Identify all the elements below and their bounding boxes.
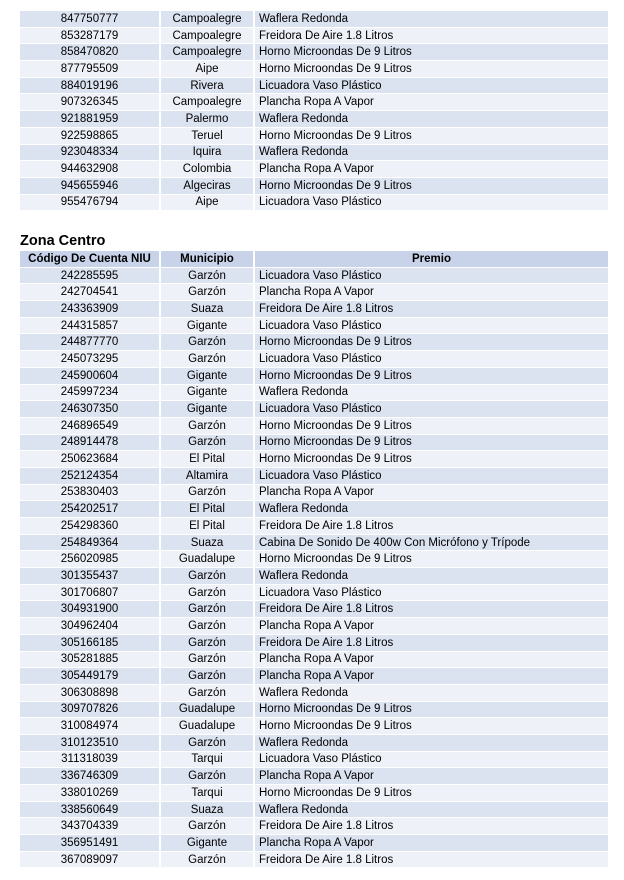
municipality-cell: Guadalupe <box>160 701 254 718</box>
municipality-cell: Campoalegre <box>160 11 254 27</box>
table-row <box>20 851 608 868</box>
account-code-cell: 254849364 <box>20 534 160 551</box>
prize-cell: Waflera Redonda <box>254 568 608 585</box>
table-row <box>20 27 608 44</box>
account-code-cell: 356951491 <box>20 835 160 852</box>
municipality-cell: Colombia <box>160 161 254 178</box>
municipality-cell: Garzón <box>160 618 254 635</box>
account-code-cell: 336746309 <box>20 768 160 785</box>
account-code-cell: 847750777 <box>20 11 160 27</box>
prize-cell: Licuadora Vaso Plástico <box>254 751 608 768</box>
account-code-cell: 254202517 <box>20 501 160 518</box>
municipality-cell: Garzón <box>160 284 254 301</box>
account-code-cell: 877795509 <box>20 61 160 78</box>
municipality-cell: Suaza <box>160 301 254 318</box>
prize-table-previous-zone <box>20 11 608 211</box>
account-code-cell: 310084974 <box>20 718 160 735</box>
municipality-cell: Guadalupe <box>160 551 254 568</box>
account-code-cell: 301706807 <box>20 584 160 601</box>
prize-cell: Waflera Redonda <box>254 501 608 518</box>
table-row <box>20 301 608 318</box>
prize-cell: Freidora De Aire 1.8 Litros <box>254 601 608 618</box>
prize-cell: Freidora De Aire 1.8 Litros <box>254 301 608 318</box>
table-row <box>20 751 608 768</box>
zone-title: Zona Centro <box>20 233 106 249</box>
table-row <box>20 534 608 551</box>
account-code-cell: 305449179 <box>20 668 160 685</box>
table-row <box>20 668 608 685</box>
table-row <box>20 701 608 718</box>
table-row <box>20 77 608 94</box>
municipality-cell: Altamira <box>160 467 254 484</box>
table-row <box>20 467 608 484</box>
prize-cell: Licuadora Vaso Plástico <box>254 267 608 284</box>
prize-cell: Waflera Redonda <box>254 111 608 128</box>
account-code-cell: 245997234 <box>20 384 160 401</box>
municipality-cell: Garzón <box>160 601 254 618</box>
municipality-cell: Gigante <box>160 367 254 384</box>
table-row <box>20 367 608 384</box>
municipality-cell: Guadalupe <box>160 718 254 735</box>
account-code-cell: 301355437 <box>20 568 160 585</box>
table-row <box>20 44 608 61</box>
table-row <box>20 144 608 161</box>
account-code-cell: 243363909 <box>20 301 160 318</box>
prize-cell: Freidora De Aire 1.8 Litros <box>254 818 608 835</box>
municipality-cell: Garzón <box>160 267 254 284</box>
account-code-cell: 306308898 <box>20 684 160 701</box>
account-code-cell: 244315857 <box>20 317 160 334</box>
prize-cell: Horno Microondas De 9 Litros <box>254 417 608 434</box>
account-code-cell: 343704339 <box>20 818 160 835</box>
municipality-cell: El Pital <box>160 518 254 535</box>
table-row <box>20 61 608 78</box>
table-row <box>20 835 608 852</box>
table-row <box>20 161 608 178</box>
table-row <box>20 194 608 211</box>
account-code-cell: 367089097 <box>20 851 160 868</box>
table-row <box>20 501 608 518</box>
table-row <box>20 718 608 735</box>
table-row <box>20 634 608 651</box>
account-code-cell: 922598865 <box>20 127 160 144</box>
account-code-cell: 305281885 <box>20 651 160 668</box>
municipality-cell: Campoalegre <box>160 44 254 61</box>
prize-cell: Horno Microondas De 9 Litros <box>254 434 608 451</box>
prize-cell: Horno Microondas De 9 Litros <box>254 551 608 568</box>
account-code-cell: 944632908 <box>20 161 160 178</box>
municipality-cell: Suaza <box>160 801 254 818</box>
municipality-cell: Garzón <box>160 417 254 434</box>
account-code-cell: 246307350 <box>20 401 160 418</box>
table-header-row <box>20 251 608 267</box>
municipality-cell: Tarqui <box>160 751 254 768</box>
prize-cell: Plancha Ropa A Vapor <box>254 484 608 501</box>
table-row <box>20 734 608 751</box>
prize-cell: Waflera Redonda <box>254 11 608 27</box>
account-code-cell: 305166185 <box>20 634 160 651</box>
municipality-cell: Garzón <box>160 684 254 701</box>
municipality-cell: Garzón <box>160 734 254 751</box>
table-row <box>20 618 608 635</box>
municipality-cell: Suaza <box>160 534 254 551</box>
table-row <box>20 177 608 194</box>
table-row <box>20 334 608 351</box>
prize-cell: Horno Microondas De 9 Litros <box>254 127 608 144</box>
prize-cell: Waflera Redonda <box>254 144 608 161</box>
prize-table-body <box>20 267 608 868</box>
municipality-cell: Tarqui <box>160 785 254 802</box>
municipality-cell: Palermo <box>160 111 254 128</box>
prize-cell: Horno Microondas De 9 Litros <box>254 44 608 61</box>
prize-cell: Horno Microondas De 9 Litros <box>254 701 608 718</box>
prize-cell: Plancha Ropa A Vapor <box>254 161 608 178</box>
prize-cell: Licuadora Vaso Plástico <box>254 194 608 211</box>
table-row <box>20 267 608 284</box>
municipality-cell: Garzón <box>160 818 254 835</box>
prize-cell: Horno Microondas De 9 Litros <box>254 334 608 351</box>
prize-cell: Waflera Redonda <box>254 734 608 751</box>
municipality-cell: Garzón <box>160 651 254 668</box>
account-code-cell: 254298360 <box>20 518 160 535</box>
municipality-cell: Campoalegre <box>160 27 254 44</box>
account-code-cell: 858470820 <box>20 44 160 61</box>
municipality-cell: Garzón <box>160 568 254 585</box>
account-code-cell: 311318039 <box>20 751 160 768</box>
table-row <box>20 434 608 451</box>
municipality-cell: Garzón <box>160 851 254 868</box>
prize-cell: Licuadora Vaso Plástico <box>254 351 608 368</box>
table-row <box>20 417 608 434</box>
account-code-cell: 242704541 <box>20 284 160 301</box>
prize-cell: Licuadora Vaso Plástico <box>254 77 608 94</box>
municipality-cell: Gigante <box>160 401 254 418</box>
table-row <box>20 111 608 128</box>
prize-cell: Plancha Ropa A Vapor <box>254 651 608 668</box>
prize-cell: Plancha Ropa A Vapor <box>254 94 608 111</box>
table-row <box>20 768 608 785</box>
table-row <box>20 684 608 701</box>
municipality-cell: Rivera <box>160 77 254 94</box>
account-code-cell: 338010269 <box>20 785 160 802</box>
municipality-cell: Campoalegre <box>160 94 254 111</box>
municipality-cell: Garzón <box>160 334 254 351</box>
prize-cell: Waflera Redonda <box>254 684 608 701</box>
municipality-cell: Gigante <box>160 835 254 852</box>
account-code-cell: 248914478 <box>20 434 160 451</box>
account-code-cell: 945655946 <box>20 177 160 194</box>
prize-cell: Horno Microondas De 9 Litros <box>254 718 608 735</box>
table-row <box>20 785 608 802</box>
table-row <box>20 384 608 401</box>
account-code-cell: 250623684 <box>20 451 160 468</box>
account-code-cell: 253830403 <box>20 484 160 501</box>
table-row <box>20 284 608 301</box>
table-row <box>20 351 608 368</box>
account-code-cell: 246896549 <box>20 417 160 434</box>
account-code-cell: 304931900 <box>20 601 160 618</box>
municipality-cell: Aipe <box>160 61 254 78</box>
prize-cell: Horno Microondas De 9 Litros <box>254 451 608 468</box>
header-municipality: Municipio <box>160 251 254 267</box>
prize-cell: Waflera Redonda <box>254 384 608 401</box>
account-code-cell: 884019196 <box>20 77 160 94</box>
account-code-cell: 955476794 <box>20 194 160 211</box>
municipality-cell: Gigante <box>160 317 254 334</box>
account-code-cell: 304962404 <box>20 618 160 635</box>
table-row <box>20 127 608 144</box>
prize-cell: Waflera Redonda <box>254 801 608 818</box>
table-row <box>20 601 608 618</box>
prize-cell: Plancha Ropa A Vapor <box>254 768 608 785</box>
municipality-cell: Teruel <box>160 127 254 144</box>
account-code-cell: 907326345 <box>20 94 160 111</box>
account-code-cell: 923048334 <box>20 144 160 161</box>
account-code-cell: 245073295 <box>20 351 160 368</box>
municipality-cell: Garzón <box>160 668 254 685</box>
account-code-cell: 310123510 <box>20 734 160 751</box>
account-code-cell: 242285595 <box>20 267 160 284</box>
prize-table-zona-centro <box>20 251 608 868</box>
table-row <box>20 401 608 418</box>
municipality-cell: Garzón <box>160 351 254 368</box>
municipality-cell: El Pital <box>160 451 254 468</box>
municipality-cell: Iquira <box>160 144 254 161</box>
prize-cell: Plancha Ropa A Vapor <box>254 618 608 635</box>
account-code-cell: 244877770 <box>20 334 160 351</box>
account-code-cell: 245900604 <box>20 367 160 384</box>
prize-cell: Horno Microondas De 9 Litros <box>254 785 608 802</box>
prize-cell: Licuadora Vaso Plástico <box>254 467 608 484</box>
account-code-cell: 256020985 <box>20 551 160 568</box>
prize-cell: Freidora De Aire 1.8 Litros <box>254 27 608 44</box>
municipality-cell: El Pital <box>160 501 254 518</box>
municipality-cell: Garzón <box>160 768 254 785</box>
account-code-cell: 921881959 <box>20 111 160 128</box>
prize-cell: Licuadora Vaso Plástico <box>254 584 608 601</box>
table-row <box>20 551 608 568</box>
table-row <box>20 568 608 585</box>
table-row <box>20 801 608 818</box>
prize-cell: Cabina De Sonido De 400w Con Micrófono y Trípode <box>254 534 608 551</box>
prize-cell: Plancha Ropa A Vapor <box>254 284 608 301</box>
table-row <box>20 484 608 501</box>
prize-cell: Freidora De Aire 1.8 Litros <box>254 634 608 651</box>
municipality-cell: Gigante <box>160 384 254 401</box>
account-code-cell: 309707826 <box>20 701 160 718</box>
prize-cell: Horno Microondas De 9 Litros <box>254 177 608 194</box>
prize-table-body <box>20 11 608 211</box>
prize-cell: Freidora De Aire 1.8 Litros <box>254 518 608 535</box>
account-code-cell: 252124354 <box>20 467 160 484</box>
municipality-cell: Aipe <box>160 194 254 211</box>
prize-cell: Horno Microondas De 9 Litros <box>254 61 608 78</box>
municipality-cell: Garzón <box>160 584 254 601</box>
table-row <box>20 651 608 668</box>
municipality-cell: Algeciras <box>160 177 254 194</box>
prize-cell: Licuadora Vaso Plástico <box>254 401 608 418</box>
prize-cell: Licuadora Vaso Plástico <box>254 317 608 334</box>
table-row <box>20 94 608 111</box>
table-row <box>20 317 608 334</box>
account-code-cell: 853287179 <box>20 27 160 44</box>
municipality-cell: Garzón <box>160 634 254 651</box>
header-prize: Premio <box>254 251 608 267</box>
prize-cell: Plancha Ropa A Vapor <box>254 835 608 852</box>
prize-cell: Freidora De Aire 1.8 Litros <box>254 851 608 868</box>
table-row <box>20 518 608 535</box>
municipality-cell: Garzón <box>160 434 254 451</box>
table-row <box>20 451 608 468</box>
header-account-code: Código De Cuenta NIU <box>20 251 160 267</box>
table-row <box>20 11 608 27</box>
prize-cell: Plancha Ropa A Vapor <box>254 668 608 685</box>
table-row <box>20 818 608 835</box>
account-code-cell: 338560649 <box>20 801 160 818</box>
prize-cell: Horno Microondas De 9 Litros <box>254 367 608 384</box>
table-row <box>20 584 608 601</box>
municipality-cell: Garzón <box>160 484 254 501</box>
